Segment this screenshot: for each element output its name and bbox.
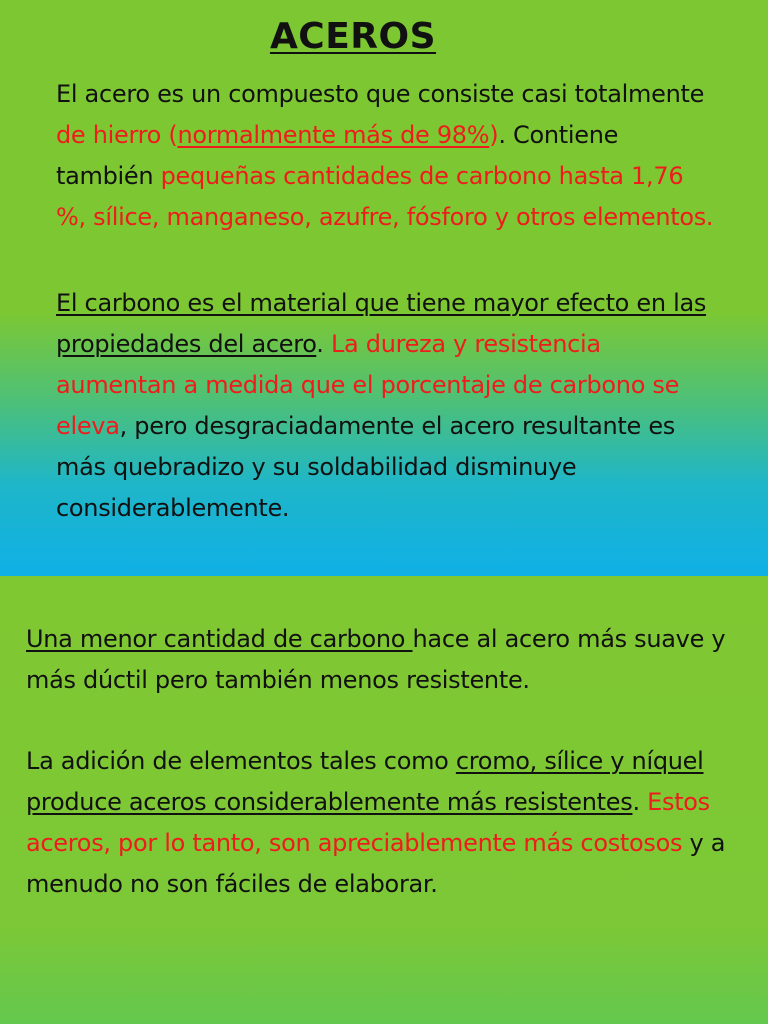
- highlight-text: La dureza y resistencia aumentan a medida que el porcentaje de carbono se eleva: [56, 330, 680, 440]
- text-segment: y a menudo no son fáciles de elaborar.: [26, 829, 726, 898]
- underlined-text: El carbono es el material que tiene mayor efecto en las propiedades del acero: [56, 289, 707, 358]
- highlight-text: ): [489, 121, 499, 149]
- text-segment: .: [316, 330, 331, 358]
- highlight-underlined-text: normalmente más de 98%: [177, 121, 490, 149]
- paragraph-alloy-elements: [26, 741, 746, 905]
- text-segment: . Contiene también: [56, 121, 619, 190]
- paragraph-low-carbon: [26, 619, 746, 701]
- highlight-text: Estos aceros, por lo tanto, son apreciablemente más costosos: [26, 788, 710, 857]
- text-segment: hace al acero más suave y más dúctil pero también menos resistente.: [26, 625, 726, 694]
- text-segment: El acero es un compuesto que consiste casi totalmente: [56, 80, 705, 108]
- text-segment: .: [632, 788, 648, 816]
- text-segment: La adición de elementos tales como: [26, 747, 456, 775]
- underlined-text: Una menor cantidad de carbono: [26, 625, 413, 653]
- highlight-text: de hierro (: [56, 121, 178, 149]
- text-segment: , pero desgraciadamente el acero resultante es más quebradizo y su soldabilidad disminuye considerablemente.: [56, 412, 675, 522]
- paragraph-carbon-effect: [56, 283, 720, 529]
- underlined-text: cromo, sílice y níquel produce aceros considerablemente más resistentes: [26, 747, 704, 816]
- highlight-text: pequeñas cantidades de carbono hasta 1,76 %, sílice, manganeso, azufre, fósforo y otros elementos.: [56, 162, 714, 231]
- page-title: ACEROS: [269, 16, 437, 57]
- paragraph-steel-definition: [56, 74, 720, 238]
